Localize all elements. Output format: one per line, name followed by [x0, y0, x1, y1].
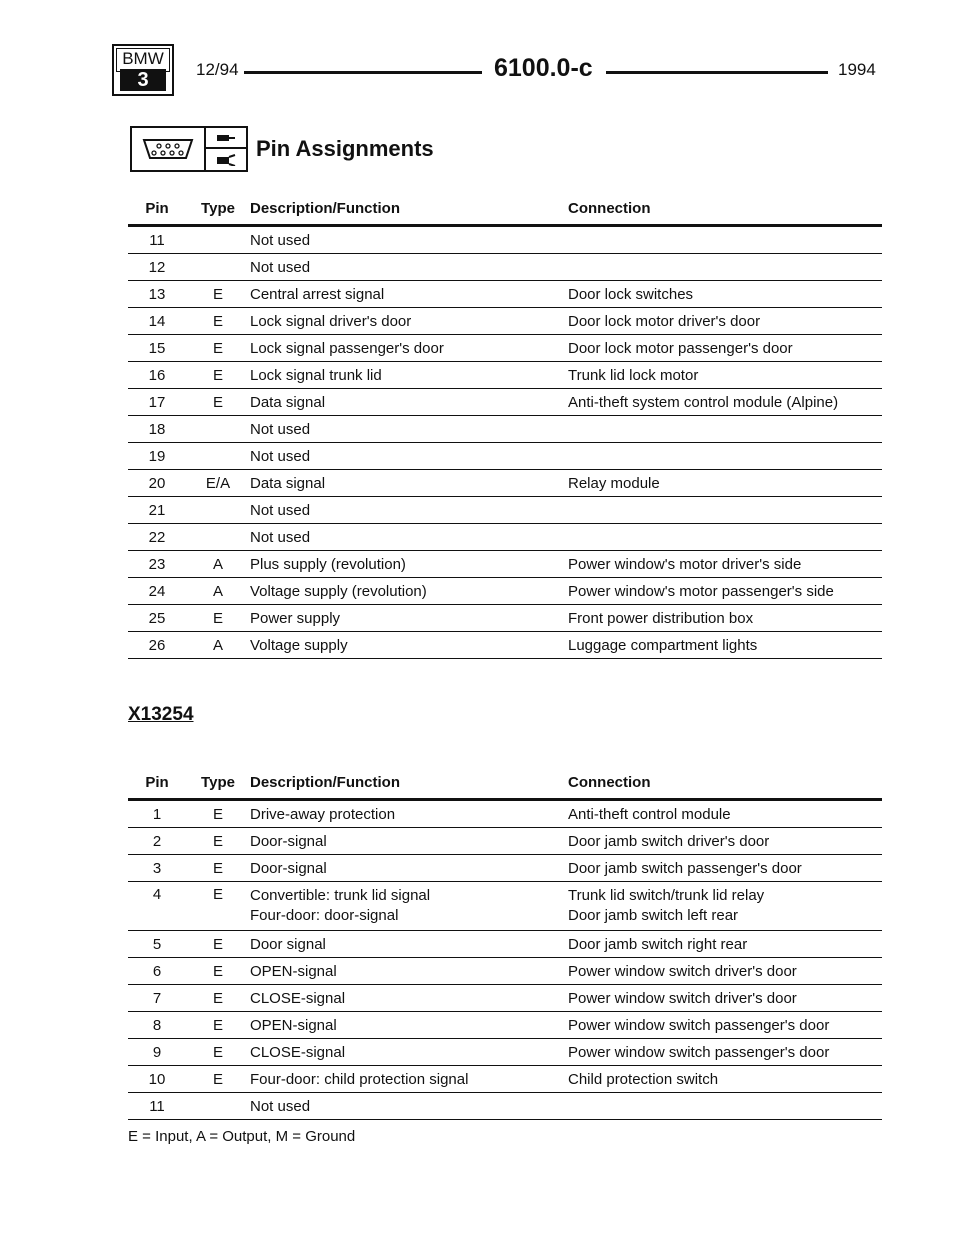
- page-header: [112, 44, 882, 96]
- table-row: [128, 470, 882, 497]
- type-cell: E: [186, 855, 250, 882]
- connection-cell: Door jamb switch driver's door: [568, 828, 882, 855]
- table-row: [128, 335, 882, 362]
- table-row: [128, 416, 882, 443]
- pin-cell: 21: [128, 497, 186, 524]
- type-cell: [186, 524, 250, 551]
- pin-cell: 7: [128, 985, 186, 1012]
- description-cell: Lock signal driver's door: [250, 308, 568, 335]
- table-row: [128, 958, 882, 985]
- pin-cell: 11: [128, 1093, 186, 1120]
- type-cell: E: [186, 958, 250, 985]
- table-row: [128, 1039, 882, 1066]
- col-description: Description/Function: [250, 199, 400, 217]
- header-year: 1994: [838, 60, 876, 79]
- description-cell: Not used: [250, 416, 568, 443]
- type-cell: E: [186, 800, 250, 828]
- table-row: [128, 578, 882, 605]
- table-row: [128, 281, 882, 308]
- description-cell: OPEN-signal: [250, 1012, 568, 1039]
- female-pin-icon: [206, 149, 246, 170]
- type-cell: E: [186, 308, 250, 335]
- table-row: [128, 1012, 882, 1039]
- type-cell: E: [186, 605, 250, 632]
- col-description: Description/Function: [250, 773, 400, 791]
- logo-brand: BMW: [116, 48, 170, 72]
- pin-cell: 16: [128, 362, 186, 389]
- table-row: [128, 882, 882, 931]
- page-title: Pin Assignments: [256, 136, 434, 161]
- description-cell: Door signal: [250, 931, 568, 958]
- table-row: [128, 605, 882, 632]
- type-cell: E: [186, 882, 250, 931]
- table-header-row: [128, 772, 882, 800]
- connection-cell: Door lock switches: [568, 281, 882, 308]
- type-cell: A: [186, 578, 250, 605]
- type-cell: E: [186, 281, 250, 308]
- connector-icon-box: [130, 126, 248, 172]
- legend: E = Input, A = Output, M = Ground: [128, 1128, 356, 1145]
- pin-cell: 9: [128, 1039, 186, 1066]
- male-pin-icon: [206, 128, 246, 149]
- connection-cell: Power window switch passenger's door: [568, 1012, 882, 1039]
- connection-cell: Power window switch passenger's door: [568, 1039, 882, 1066]
- pin-cell: 10: [128, 1066, 186, 1093]
- pin-cell: 8: [128, 1012, 186, 1039]
- pin-table-2: [128, 772, 882, 1120]
- bmw-3-series-logo: [112, 44, 174, 96]
- description-cell: OPEN-signal: [250, 958, 568, 985]
- header-document-code: 6100.0-c: [494, 54, 593, 82]
- table-row: [128, 632, 882, 659]
- pin-cell: 26: [128, 632, 186, 659]
- type-cell: E: [186, 362, 250, 389]
- connection-cell: [568, 497, 882, 524]
- pin-cell: 25: [128, 605, 186, 632]
- header-date: 12/94: [196, 60, 239, 79]
- description-cell: Not used: [250, 226, 568, 254]
- table-row: [128, 1066, 882, 1093]
- type-cell: E: [186, 985, 250, 1012]
- connection-cell: [568, 524, 882, 551]
- pin-cell: 3: [128, 855, 186, 882]
- connection-cell: Child protection switch: [568, 1066, 882, 1093]
- pin-cell: 22: [128, 524, 186, 551]
- description-cell: Voltage supply: [250, 632, 568, 659]
- description-cell: Not used: [250, 497, 568, 524]
- table-header-row: [128, 198, 882, 226]
- pin-cell: 17: [128, 389, 186, 416]
- pin-cell: 20: [128, 470, 186, 497]
- type-cell: A: [186, 551, 250, 578]
- description-cell: Four-door: child protection signal: [250, 1066, 568, 1093]
- connection-cell: Trunk lid switch/trunk lid relay Door jamb switch left rear: [568, 882, 882, 931]
- description-cell: Data signal: [250, 470, 568, 497]
- type-cell: E: [186, 931, 250, 958]
- description-cell: CLOSE-signal: [250, 1039, 568, 1066]
- description-cell: CLOSE-signal: [250, 985, 568, 1012]
- pin-table-1: [128, 198, 882, 659]
- connection-cell: Door jamb switch passenger's door: [568, 855, 882, 882]
- description-cell: Data signal: [250, 389, 568, 416]
- connection-cell: [568, 254, 882, 281]
- description-cell: Not used: [250, 254, 568, 281]
- pin-cell: 6: [128, 958, 186, 985]
- table-row: [128, 800, 882, 828]
- connection-cell: [568, 416, 882, 443]
- type-cell: E: [186, 1012, 250, 1039]
- pin-cell: 19: [128, 443, 186, 470]
- connection-cell: Power window's motor passenger's side: [568, 578, 882, 605]
- pin-table-2-body: [128, 800, 882, 1120]
- description-cell: Not used: [250, 524, 568, 551]
- connection-cell: Front power distribution box: [568, 605, 882, 632]
- type-cell: E: [186, 389, 250, 416]
- table-row: [128, 1093, 882, 1120]
- connection-cell: Anti-theft system control module (Alpine): [568, 389, 882, 416]
- connector-icon: [132, 128, 206, 170]
- table-row: [128, 551, 882, 578]
- pin-table-1-body: [128, 226, 882, 659]
- pin-cell: 13: [128, 281, 186, 308]
- description-cell: Lock signal trunk lid: [250, 362, 568, 389]
- description-cell: Not used: [250, 1093, 568, 1120]
- pin-cell: 2: [128, 828, 186, 855]
- connection-cell: Trunk lid lock motor: [568, 362, 882, 389]
- table-row: [128, 362, 882, 389]
- table-row: [128, 985, 882, 1012]
- pin-cell: 1: [128, 800, 186, 828]
- table-row: [128, 931, 882, 958]
- type-cell: E: [186, 335, 250, 362]
- description-cell: Door-signal: [250, 828, 568, 855]
- description-cell: Door-signal: [250, 855, 568, 882]
- table-row: [128, 254, 882, 281]
- connection-cell: Door jamb switch right rear: [568, 931, 882, 958]
- connection-cell: Power window switch driver's door: [568, 985, 882, 1012]
- pin-cell: 23: [128, 551, 186, 578]
- table-row: [128, 389, 882, 416]
- col-type: Type: [201, 773, 235, 791]
- table-row: [128, 497, 882, 524]
- pin-cell: 11: [128, 226, 186, 254]
- table-row: [128, 443, 882, 470]
- col-connection: Connection: [568, 773, 651, 791]
- type-cell: A: [186, 632, 250, 659]
- pin-cell: 12: [128, 254, 186, 281]
- type-cell: [186, 443, 250, 470]
- table-row: [128, 524, 882, 551]
- type-cell: E/A: [186, 470, 250, 497]
- pin-icons: [206, 128, 246, 170]
- header-rule-left: [244, 71, 482, 74]
- header-rule-right: [606, 71, 828, 74]
- col-pin: Pin: [145, 199, 169, 217]
- pin-cell: 4: [128, 882, 186, 931]
- description-cell: Power supply: [250, 605, 568, 632]
- pin-cell: 5: [128, 931, 186, 958]
- connection-cell: Luggage compartment lights: [568, 632, 882, 659]
- col-type: Type: [201, 199, 235, 217]
- connection-cell: Anti-theft control module: [568, 800, 882, 828]
- description-cell: Drive-away protection: [250, 800, 568, 828]
- table-row: [128, 855, 882, 882]
- type-cell: [186, 416, 250, 443]
- connection-cell: Door lock motor passenger's door: [568, 335, 882, 362]
- connection-cell: [568, 1093, 882, 1120]
- description-cell: Not used: [250, 443, 568, 470]
- connection-cell: Power window switch driver's door: [568, 958, 882, 985]
- connection-cell: Door lock motor driver's door: [568, 308, 882, 335]
- type-cell: E: [186, 1066, 250, 1093]
- type-cell: [186, 497, 250, 524]
- col-pin: Pin: [145, 773, 169, 791]
- section-label: X13254: [128, 704, 194, 725]
- type-cell: E: [186, 828, 250, 855]
- pin-cell: 15: [128, 335, 186, 362]
- type-cell: [186, 1093, 250, 1120]
- type-cell: E: [186, 1039, 250, 1066]
- connection-cell: Power window's motor driver's side: [568, 551, 882, 578]
- description-cell: Voltage supply (revolution): [250, 578, 568, 605]
- description-cell: Plus supply (revolution): [250, 551, 568, 578]
- type-cell: [186, 226, 250, 254]
- type-cell: [186, 254, 250, 281]
- table-row: [128, 308, 882, 335]
- table-row: [128, 828, 882, 855]
- pin-cell: 24: [128, 578, 186, 605]
- connection-cell: Relay module: [568, 470, 882, 497]
- description-cell: Central arrest signal: [250, 281, 568, 308]
- logo-series: 3: [120, 69, 166, 91]
- connection-cell: [568, 443, 882, 470]
- pin-cell: 18: [128, 416, 186, 443]
- connection-cell: [568, 226, 882, 254]
- pin-cell: 14: [128, 308, 186, 335]
- col-connection: Connection: [568, 199, 651, 217]
- description-cell: Convertible: trunk lid signal Four-door: door-signal: [250, 882, 568, 931]
- description-cell: Lock signal passenger's door: [250, 335, 568, 362]
- table-row: [128, 226, 882, 254]
